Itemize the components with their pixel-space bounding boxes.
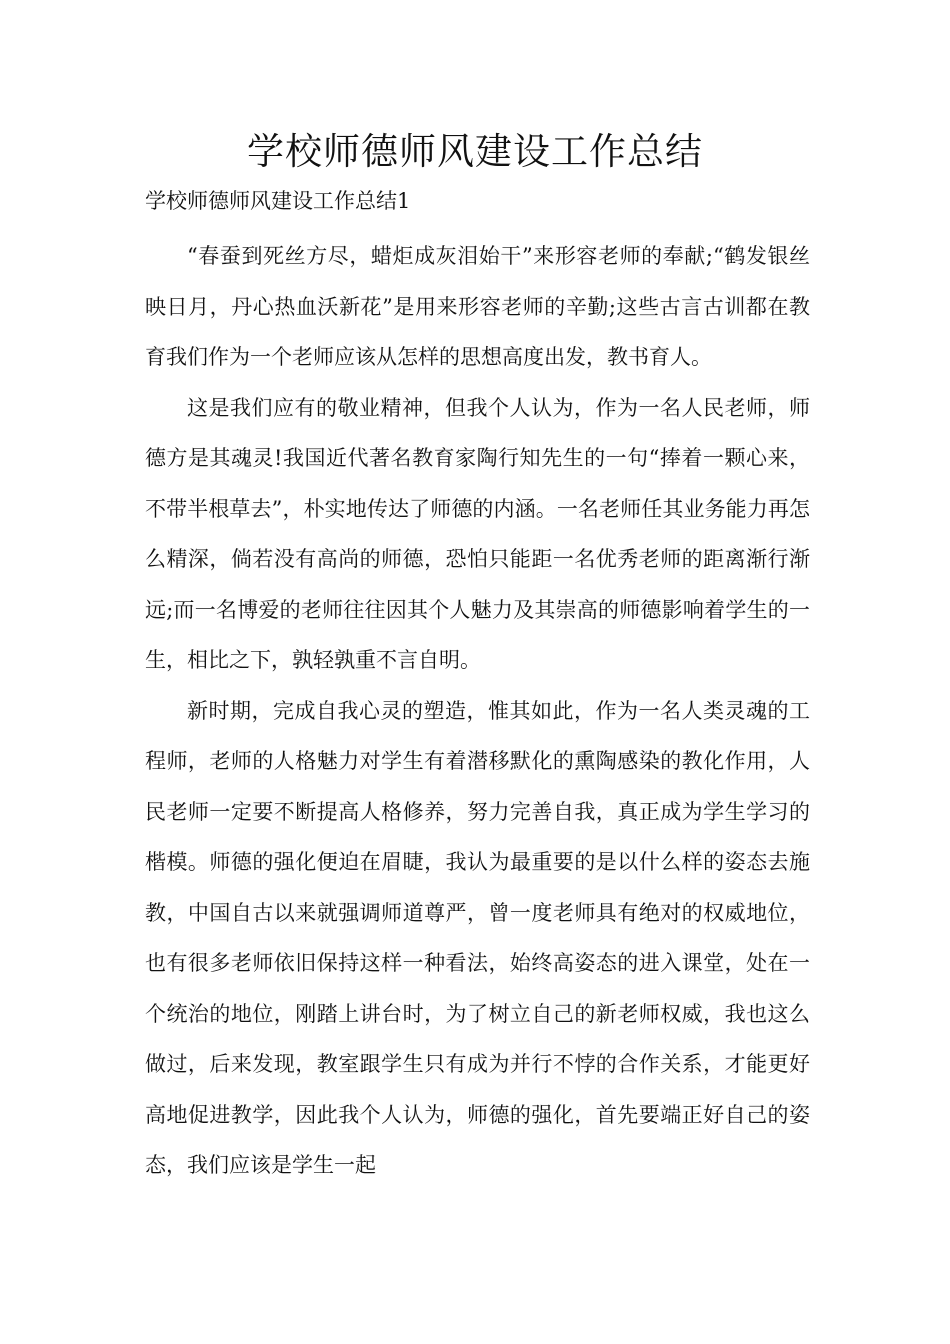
paragraph: 新时期，完成自我心灵的塑造，惟其如此，作为一名人类灵魂的工程师，老师的人格魅力对学生有着潜移默化的熏陶感染的教化作用，人民老师一定要不断提高人格修养，努力完善自我，真正成为学生学习的楷模。师德的强化便迫在眉睫，我认为最重要的是以什么样的姿态去施教，中国自古以来就强调师道尊严，曾一度老师具有绝对的权威地位，也有很多老师依旧保持这样一种看法，始终高姿态的进入课堂，处在一个统治的地位，刚踏上讲台时，为了树立自己的新老师权威，我也这么做过，后来发现，教室跟学生只有成为并行不悖的合作关系，才能更好高地促进教学，因此我个人认为，师德的强化，首先要端正好自己的姿态，我们应该是学生一起 <box>145 698 810 1177</box>
paragraph: “春蚕到死丝方尽，蜡炬成灰泪始干”来形容老师的奉献;“鹤发银丝映日月，丹心热血沃新花”是用来形容老师的辛勤;这些古言古训都在教育我们作为一个老师应该从怎样的思想高度出发，教书育人。 <box>145 244 810 369</box>
document-subtitle: 学校师德师风建设工作总结1 <box>145 189 411 213</box>
document-body <box>145 231 810 1191</box>
document-title: 学校师德师风建设工作总结 <box>247 130 703 173</box>
paragraph: 这是我们应有的敬业精神，但我个人认为，作为一名人民老师，师德方是其魂灵!我国近代著名教育家陶行知先生的一句“捧着一颗心来，不带半根草去”，朴实地传达了师德的内涵。一名老师任其业务能力再怎么精深，倘若没有高尚的师德，恐怕只能距一名优秀老师的距离渐行渐远;而一名博爱的老师往往因其个人魅力及其崇高的师德影响着学生的一生，相比之下，孰轻孰重不言自明。 <box>145 395 810 672</box>
